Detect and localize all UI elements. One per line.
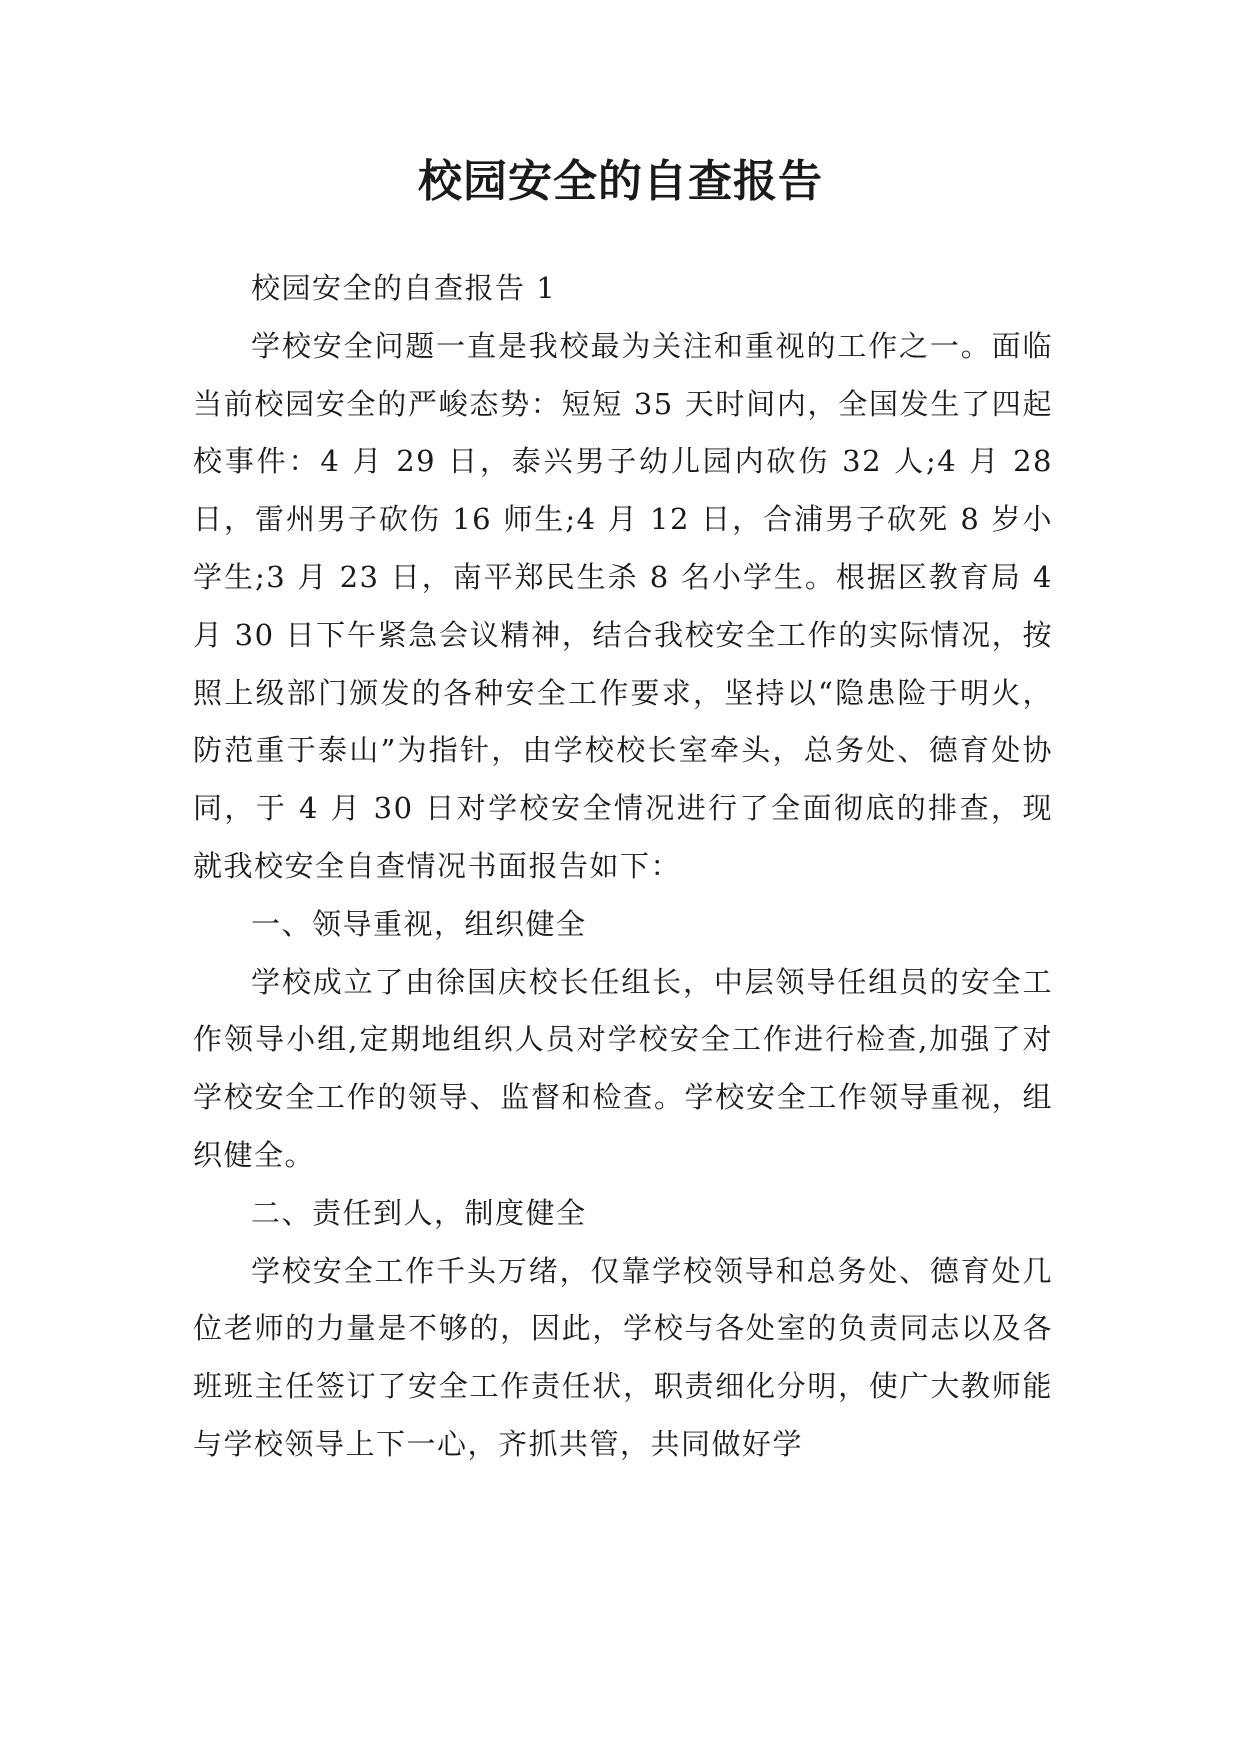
document-title: 校园安全的自查报告 <box>418 156 823 207</box>
responsibility-paragraph: 学校安全工作千头万绪，仅靠学校领导和总务处、德育处几位老师的力量是不够的，因此，学校与各处室的负责同志以及各班班主任签订了安全工作责任状，职责细化分明，使广大教师能与学校领导上下一心，齐抓共管，共同做好学 <box>193 1253 1053 1461</box>
section-heading-leadership: 一、领导重视，组织健全 <box>251 906 587 941</box>
section-heading-responsibility: 二、责任到人，制度健全 <box>251 1195 587 1230</box>
document-body <box>193 260 1053 1474</box>
report-subtitle: 校园安全的自查报告 1 <box>251 271 557 305</box>
leadership-paragraph: 学校成立了由徐国庆校长任组长，中层领导任组员的安全工作领导小组,定期地组织人员对学校安全工作进行检查,加强了对学校安全工作的领导、监督和检查。学校安全工作领导重视，组织健全。 <box>193 964 1053 1172</box>
intro-paragraph: 学校安全问题一直是我校最为关注和重视的工作之一。面临当前校园安全的严峻态势：短短 35 天时间内，全国发生了四起校事件：4 月 29 日，泰兴男子幼儿园内砍伤 32 人;4 月 28 日，雷州男子砍伤 16 师生;4 月 12 日，合浦男子砍死 8 岁小学生;3 月 23 日，南平郑民生杀 8 名小学生。根据区教育局 4 月 30 日下午紧急会议精神，结合我校安全工作的实际情况，按照上级部门颁发的各种安全工作要求，坚持以“隐患险于明火，防范重于泰山”为指针，由学校校长室牵头，总务处、德育处协同，于 4 月 30 日对学校安全情况进行了全面彻底的排查，现就我校安全自查情况书面报告如下： <box>193 328 1053 883</box>
